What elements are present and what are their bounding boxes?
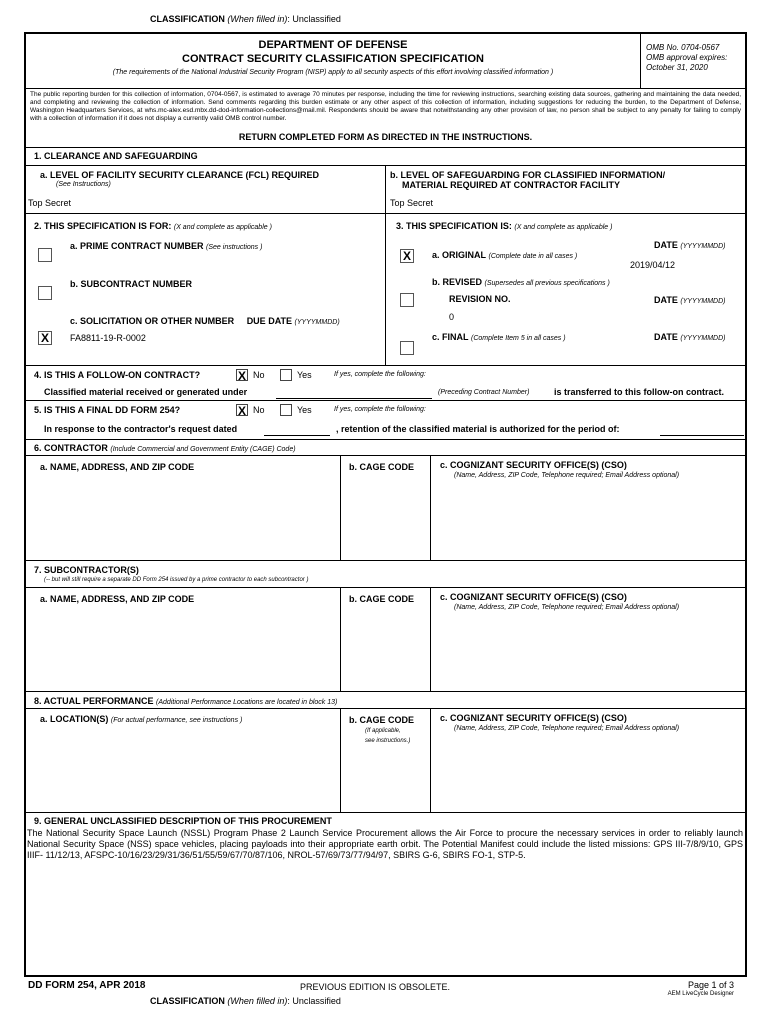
s1a-note: (See Instructions) [56,181,111,188]
rule [340,709,341,812]
s3-heading-note: (X and complete as applicable ) [514,224,613,231]
s8-heading-text: 8. ACTUAL PERFORMANCE [34,696,154,706]
s4-note: If yes, complete the following: [334,371,426,378]
s8-heading [34,696,337,706]
classification-note: (When filled in) [227,14,288,24]
s3b-date-label: DATE [654,295,678,305]
s5-no-checkbox[interactable]: X [237,404,246,418]
s4-contract-field[interactable] [276,398,432,399]
s8b-label: b. CAGE CODE [349,715,415,725]
dept-title: DEPARTMENT OF DEFENSE [258,39,408,51]
s2-heading-note: (X and complete as applicable ) [173,224,272,231]
s3a-note: (Complete date in all cases ) [488,253,578,260]
s2-heading [34,221,272,231]
s8a-note: (For actual performance, see instructions ) [110,717,243,724]
s7b-field[interactable] [342,610,428,688]
s7a-label: a. NAME, ADDRESS, AND ZIP CODE [40,594,195,604]
s8c-label: c. COGNIZANT SECURITY OFFICE(S) (CSO) [440,713,627,723]
s2a-checkbox[interactable] [38,248,52,262]
rule [26,708,745,709]
form-subtitle: (The requirements of the National Industrial Security Program (NISP) apply to all security aspects of this effort involving classified information ) [112,69,554,76]
footer-obsolete: PREVIOUS EDITION IS OBSOLETE. [300,982,451,992]
rule [26,812,745,813]
s7c-note: (Name, Address, ZIP Code, Telephone required; Email Address optional) [454,604,680,611]
s5-period-field[interactable] [660,435,744,436]
s3b-revision-value[interactable]: 0 [449,312,455,322]
s1b-value[interactable]: Top Secret [390,198,434,208]
s5-line-a: In response to the contractor's request dated [44,424,238,434]
rule [430,709,431,812]
rule [26,455,745,456]
s8c-note: (Name, Address, ZIP Code, Telephone required; Email Address optional) [454,725,680,732]
s7b-label: b. CAGE CODE [349,594,415,604]
s3b-date-header [654,295,725,305]
rule [340,588,341,691]
s3c-note: (Complete Item 5 in all cases ) [471,335,566,342]
s1b-label-1: b. LEVEL OF SAFEGUARDING FOR CLASSIFIED INFORMATION/ [390,170,666,180]
s5-yes-label: Yes [297,405,312,415]
s1a-value[interactable]: Top Secret [28,198,72,208]
rule [430,456,431,560]
s3c-label: c. FINAL [432,332,469,342]
classification-top [150,14,341,24]
s8-heading-note: (Additional Performance Locations are located in block 13) [156,699,338,706]
s8b-note-2: see instructions.) [365,738,411,744]
classification-colon: : [287,996,290,1006]
rule [26,400,745,401]
s6b-field[interactable] [342,478,428,558]
s3b-checkbox[interactable] [400,293,414,307]
return-instructions: RETURN COMPLETED FORM AS DIRECTED IN THE INSTRUCTIONS. [238,132,533,142]
s3b-note: (Supersedes all previous specifications ) [484,280,610,287]
s2c-due-label: DUE DATE [246,316,293,326]
s3c-date-label: DATE [654,332,678,342]
s5-yes-checkbox[interactable] [280,404,292,416]
omb-box [646,43,727,73]
s4-yes-label: Yes [297,370,312,380]
s2c-value[interactable]: FA8811-19-R-0002 [70,333,146,343]
classification-bottom [150,996,341,1006]
s2b-checkbox[interactable] [38,286,52,300]
s9-description[interactable]: The National Security Space Launch (NSSL) Program Phase 2 Launch Service Procurement allows the Air Force to procure the necessary services in order to reliably launch National Security Space (NSS) space vehicles, placing payloads into their appropriate earth orbit. The Potential Manifest could include the listed missions: GPS III-7/8/9/10, GPS IIIF- 11/12/13, AFSPC-10/16/23/29/31/36/51/55/59/67/70/87/106, NROL-57/69/73/77/94/97, SBIRS G-6, SBIRS FO-1, STP-5. [27,828,743,860]
s3a-row [432,250,577,260]
rule [385,214,386,365]
rule [26,365,745,366]
s5-line-b: , retention of the classified material is authorized for the period of: [336,424,620,434]
classification-label: CLASSIFICATION [150,14,225,24]
s5-note: If yes, complete the following: [334,406,426,413]
rule [26,88,745,89]
s7-heading-note: (-- but will still require a separate DD Form 254 issued by a prime contractor to each subcontractor ) [44,577,309,583]
rule [26,587,745,588]
s2b-label: b. SUBCONTRACT NUMBER [70,279,192,289]
s4-preceding-note: (Preceding Contract Number) [438,389,530,396]
s7-heading: 7. SUBCONTRACTOR(S) [34,565,139,575]
s3a-date-header [654,240,725,250]
burden-statement: The public reporting burden for this collection of information, 0704-0567, is estimated to average 70 minutes per response, including the time for reviewing instructions, searching existing data sources, gathering and maintaining the data needed, and completing and reviewing the collection of information. Send comments regarding this burden estimate or any other aspect of this collection of information, including suggestions for reducing the burden, to the Department of Defense, Washington Headquarters Services, at whs.mc-alex.esd.mbx.dd-dod-information-collections@mail.mil. Respondents should be aware that notwithstanding any other provision of law, no person shall be subject to any penalty for failing to comply with a collection of information if it does not display a currently valid OMB control number. [30,91,741,122]
s3b-date-note: (YYYYMMDD) [680,298,726,305]
s2-heading-text: 2. THIS SPECIFICATION IS FOR: [34,221,172,231]
rule [385,166,386,213]
s8c-field[interactable] [432,738,744,810]
s3b-row [432,277,610,287]
omb-expires-date: October 31, 2020 [646,63,708,72]
s6a-field[interactable] [28,478,338,558]
rule [340,456,341,560]
form-title: CONTRACT SECURITY CLASSIFICATION SPECIFICATION [182,53,484,65]
s5-date-field[interactable] [264,435,330,436]
classification-note: (When filled in) [227,996,288,1006]
s2a-note: (See instructions ) [206,244,263,251]
footer-designer: AEM LiveCycle Designer [667,991,734,997]
s3c-checkbox[interactable] [400,341,414,355]
s8b-note-1: (If applicable, [365,728,401,734]
s4-no-label: No [253,370,265,380]
rule [26,439,745,440]
s8b-field[interactable] [342,750,428,810]
classification-value: Unclassified [292,996,341,1006]
classification-value: Unclassified [292,14,341,24]
rule [26,147,745,148]
footer-form-number: DD FORM 254, APR 2018 [28,980,146,991]
s3c-date-header [654,332,725,342]
s3c-row [432,332,566,342]
s3c-date-note: (YYYYMMDD) [680,335,726,342]
s3a-date-note: (YYYYMMDD) [680,243,726,250]
s6a-label: a. NAME, ADDRESS, AND ZIP CODE [40,462,195,472]
s5-no-label: No [253,405,265,415]
s3b-revision-label: REVISION NO. [449,294,511,304]
s3b-label: b. REVISED [432,277,483,287]
s5-question: 5. IS THIS A FINAL DD FORM 254? [34,405,181,415]
s8a-row [40,714,242,724]
s8a-label: a. LOCATION(S) [40,714,109,724]
s6-heading-note: (Include Commercial and Government Entity (CAGE) Code) [110,446,296,453]
s3-heading [396,221,612,231]
omb-number: OMB No. 0704-0567 [646,43,720,52]
rule [430,588,431,691]
s7a-field[interactable] [28,610,338,688]
s3a-label: a. ORIGINAL [432,250,487,260]
s7c-field[interactable] [432,616,744,688]
s7c-label: c. COGNIZANT SECURITY OFFICE(S) (CSO) [440,592,627,602]
s8a-field[interactable] [28,730,338,810]
s2a-label: a. PRIME CONTRACT NUMBER [70,241,204,251]
s4-question: 4. IS THIS A FOLLOW-ON CONTRACT? [34,370,201,380]
s4-transfer: is transferred to this follow-on contract. [554,387,725,397]
s9-heading: 9. GENERAL UNCLASSIFIED DESCRIPTION OF THIS PROCUREMENT [34,816,332,826]
s3-heading-text: 3. THIS SPECIFICATION IS: [396,221,512,231]
s4-line-label: Classified material received or generated under [44,387,248,397]
s2a-row [70,241,262,251]
s6b-label: b. CAGE CODE [349,462,415,472]
rule [26,691,745,692]
s4-yes-checkbox[interactable] [280,369,292,381]
omb-expires-label: OMB approval expires: [646,53,728,62]
s6-heading [34,443,296,453]
s1-heading: 1. CLEARANCE AND SAFEGUARDING [34,151,198,161]
s6c-label: c. COGNIZANT SECURITY OFFICE(S) (CSO) [440,460,627,470]
s3a-checkbox[interactable]: X [400,249,414,263]
s6c-note: (Name, Address, ZIP Code, Telephone required; Email Address optional) [454,472,680,479]
s2c-due-note: (YYYYMMDD) [294,319,340,326]
classification-label: CLASSIFICATION [150,996,225,1006]
s6c-field[interactable] [432,484,744,558]
s1a-label: a. LEVEL OF FACILITY SECURITY CLEARANCE (FCL) REQUIRED [40,170,320,180]
s3a-date-label: DATE [654,240,678,250]
s4-no-checkbox[interactable]: X [237,369,246,383]
s1b-label-2: MATERIAL REQUIRED AT CONTRACTOR FACILITY [402,180,620,190]
classification-colon: : [287,14,290,24]
rule [26,560,745,561]
s3a-date[interactable]: 2019/04/12 [630,260,676,270]
s2c-label: c. SOLICITATION OR OTHER NUMBER [70,316,235,326]
s2c-row [70,316,340,326]
s2c-checkbox[interactable]: X [38,331,52,345]
s6-heading-text: 6. CONTRACTOR [34,443,108,453]
omb-divider [640,34,641,88]
footer-page: Page 1 of 3 [687,980,734,990]
